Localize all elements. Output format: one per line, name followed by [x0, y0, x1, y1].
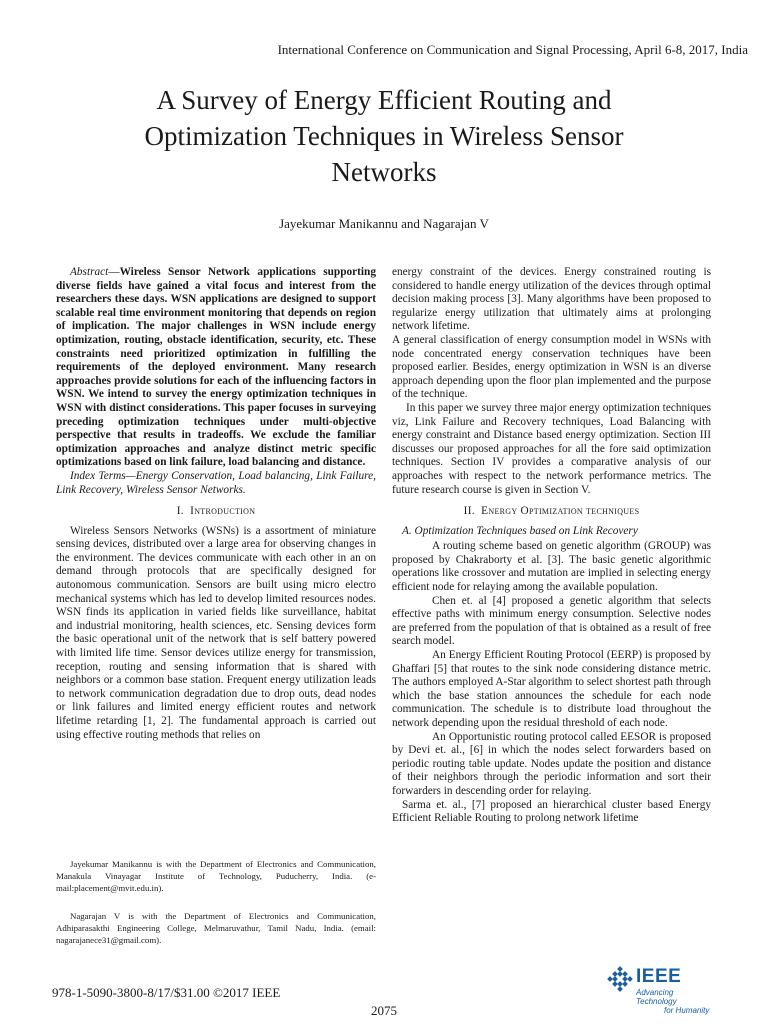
section-title: Energy Optimization techniques	[481, 505, 640, 518]
title-line: Optimization Techniques in Wireless Sensor	[144, 121, 624, 151]
body-paragraph: An Opportunistic routing protocol called EESOR is proposed by Devi et. al., [6] in which the nodes select forwarders based on periodic routing table update. Nodes update the position and distance of their neighbors through the periodic information and sort their forwarders in descending order for relaying.	[392, 730, 711, 797]
abstract	[56, 266, 376, 470]
right-column	[392, 266, 711, 826]
subsection-heading: A. Optimization Techniques based on Link Recovery	[402, 524, 638, 537]
section-number: II.	[463, 505, 475, 518]
body-paragraph: A routing scheme based on genetic algorithm (GROUP) was proposed by Chakraborty et al. [3]. The basic genetic algorithmic operations like crossover and mutation are implied in selecting energy efficient node for relaying among the available population.	[392, 540, 711, 594]
footnote-text: Nagarajan V is with the Department of Electronics and Communication, Adhiparasakthi Engineering College, Melmaruvathur, Tamil Nadu, India. (email: nagarajanece31@gmail.com).	[56, 911, 376, 945]
conference-header: International Conference on Communication and Signal Processing, April 6-8, 2017, India	[277, 42, 748, 57]
isbn-copyright: 978-1-5090-3800-8/17/$31.00 ©2017 IEEE	[52, 985, 281, 1000]
index-terms-label: Index Terms	[70, 469, 126, 482]
ieee-tagline-line: for Humanity	[664, 1006, 710, 1015]
authors: Jayekumar Manikannu and Nagarajan V	[279, 216, 489, 231]
title-line: A Survey of Energy Efficient Routing and	[156, 85, 612, 115]
ieee-tagline-line: Advancing Technology	[636, 988, 677, 1006]
section-number: I.	[176, 505, 184, 518]
footnote-author-2	[56, 910, 376, 946]
title-line: Networks	[331, 157, 437, 187]
paper-title	[80, 82, 688, 190]
ieee-wordmark: IEEE	[636, 966, 682, 987]
abstract-text: Wireless Sensor Network applications supporting diverse fields have gained a vital focus and interest from the researchers these days. WSN applications are designed to support scalable real time environment monitoring that depends on region of implication. The major challenges in WSN include energy optimization, routing, obstacle identification, security, etc. These constraints need prioritized optimization in fulfilling the requirements of the deployed environment. Many research approaches provide solutions for each of the influencing factors in WSN. We intend to survey the energy optimization techniques in WSN with distinct considerations. This paper focuses in surveying preceding optimization techniques under multi-objective perspective that results in tradeoffs. We exclude the familiar optimization approaches and analyze distinct metric specific optimizations based on link failure, load balancing and distance.	[56, 266, 376, 469]
page-number: 2075	[371, 1003, 397, 1018]
ieee-tagline	[636, 988, 716, 1015]
abstract-label: Abstract	[70, 266, 109, 278]
ieee-diamond-icon	[606, 966, 634, 994]
footnote-text: Jayekumar Manikannu is with the Department of Electronics and Communication, Manakula Vinayagar Institute of Technology, Puducherry, India. (e-mail:placement@mvit.edu.in).	[56, 859, 376, 893]
section-title: Introduction	[190, 505, 256, 518]
classification-paragraph: A general classification of energy consumption model in WSNs with node concentrated energy conservation techniques have been proposed earlier. Besides, energy optimization in WSN is an diverse approach depending upon the floor plan implemented and the purpose of the technique.	[392, 333, 711, 401]
body-paragraph: Chen et. al [4] proposed a genetic algorithm that selects effective paths with minimum energy consumption. Selective nodes are preferred from the population of that is obtained as a result of free search model.	[392, 594, 711, 648]
section-heading-energy-optimization	[392, 505, 711, 519]
ieee-logo	[606, 966, 716, 1014]
left-column	[56, 266, 376, 742]
index-terms-text: Energy Conservation, Load balancing, Link Failure, Link Recovery, Wireless Sensor Networks.	[56, 469, 376, 496]
continued-paragraph: energy constraint of the devices. Energy constrained routing is considered to handle energy utilization of the devices through optimal decision making process [3]. Many algorithms have been proposed to regularize energy utilization that ultimately aims at prolonging network lifetime.	[392, 266, 711, 333]
section-heading-introduction	[56, 505, 376, 519]
survey-paragraph: In this paper we survey three major energy optimization techniques viz, Link Failure and Recovery techniques, Load Balancing with energy constraint and Distance based energy optimization. Section III discusses our proposed approaches for all the fore said optimization techniques. Section IV provides a comparative analysis of our approaches with respect to the network performance metrics. The future research course is given in Section V.	[392, 401, 711, 496]
abstract-dash: —	[108, 266, 120, 278]
index-terms: Index Terms—Energy Conservation, Load balancing, Link Failure, Link Recovery, Wireless Sensor Networks.	[56, 469, 376, 496]
intro-paragraph: Wireless Sensors Networks (WSNs) is a assortment of miniature sensing devices, distributed over a large area for observing changes in the environment. The devices communicate with each other in an on demand through protocols that are specifically designed for autonomous communication. Sensors are built using micro electro mechanical systems which has led to develop limited resources nodes. WSN finds its application in varied fields like surveillance, habitat and industrial monitoring, health sciences, etc. Sensing devices form the basic operational unit of the network that is self battery powered with limited life time. Sensor devices utilize energy for transmission, reception, routing and sensing information that is shared with neighbors or a common base station. Frequent energy utilization leads to network communication degradation due to drop outs, dead nodes or link failures and limited energy efficient routes and network lifetime retarding [1, 2]. The fundamental approach is carried out using effective routing methods that relies on	[56, 524, 376, 741]
body-paragraph: Sarma et. al., [7] proposed an hierarchical cluster based Energy Efficient Reliable Routing to prolong network lifetime	[392, 798, 711, 825]
footnote-author-1	[56, 858, 376, 894]
body-paragraph: An Energy Efficient Routing Protocol (EERP) is proposed by Ghaffari [5] that routes to the sink node considering distance metric. The authors employed A-Star algorithm to select shortest path through which the base station announces the schedule for each node communication. The schedule is to distribute load throughout the network depending upon the residual threshold of each node.	[392, 649, 711, 729]
